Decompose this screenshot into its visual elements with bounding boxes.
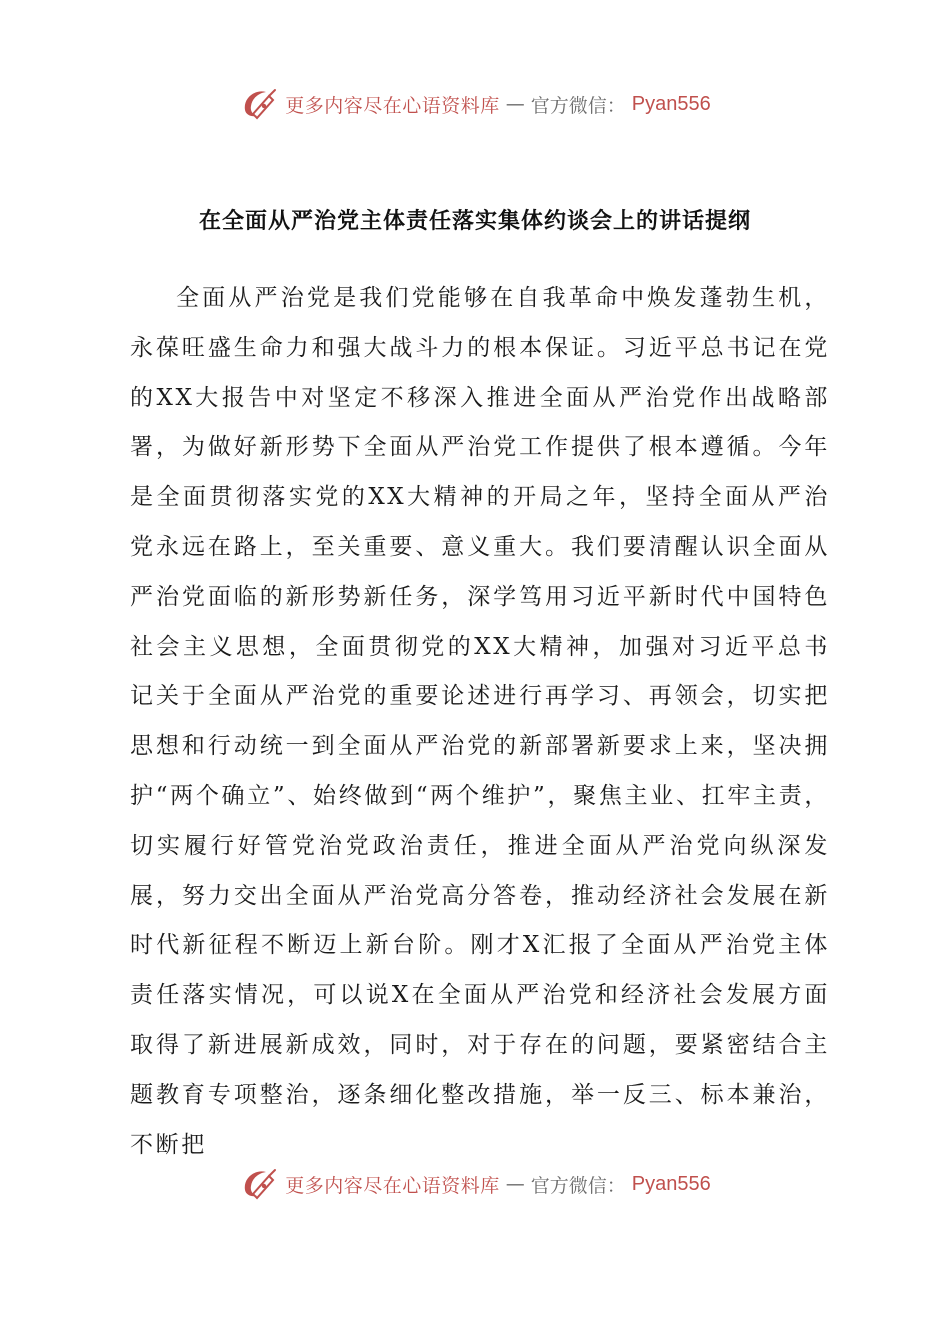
banner-wechat-label: 官方微信： xyxy=(530,94,626,117)
banner-wechat-id: Pyan556 xyxy=(631,1172,711,1195)
banner-brand-text: 更多内容尽在心语资料库 xyxy=(285,94,500,117)
pen-nib-logo-icon xyxy=(239,1164,279,1204)
footer-banner xyxy=(0,1162,950,1206)
header-banner xyxy=(0,82,950,126)
banner-wechat-label: 官方微信： xyxy=(530,1174,626,1197)
banner-wechat-id: Pyan556 xyxy=(631,92,711,115)
banner-brand-text: 更多内容尽在心语资料库 xyxy=(285,1174,500,1197)
pen-nib-logo-icon xyxy=(239,84,279,124)
document-title: 在全面从严治党主体责任落实集体约谈会上的讲话提纲 xyxy=(198,209,751,234)
body-paragraph: 全面从严治党是我们党能够在自我革命中焕发蓬勃生机，永葆旺盛生命力和强大战斗力的根本保证。习近平总书记在党的XX大报告中对坚定不移深入推进全面从严治党作出战略部署，为做好新形势下全面从严治党工作提供了根本遵循。今年是全面贯彻落实党的XX大精神的开局之年，坚持全面从严治党永远在路上，至关重要、意义重大。我们要清醒认识全面从严治党面临的新形势新任务，深学笃用习近平新时代中国特色社会主义思想，全面贯彻党的XX大精神，加强对习近平总书记关于全面从严治党的重要论述进行再学习、再领会，切实把思想和行动统一到全面从严治党的新部署新要求上来，坚决拥护“两个确立”、始终做到“两个维护”，聚焦主业、扛牢主责，切实履行好管党治党政治责任，推进全面从严治党向纵深发展，努力交出全面从严治党高分答卷，推动经济社会发展在新时代新征程不断迈上新台阶。刚才X汇报了全面从严治党主体责任落实情况，可以说X在全面从严治党和经济社会发展方面取得了新进展新成效，同时，对于存在的问题，要紧密结合主题教育专项整治，逐条细化整改措施，举一反三、标本兼治，不断把 xyxy=(130,285,830,1158)
banner-separator: — xyxy=(505,1173,525,1195)
banner-separator: — xyxy=(505,93,525,115)
